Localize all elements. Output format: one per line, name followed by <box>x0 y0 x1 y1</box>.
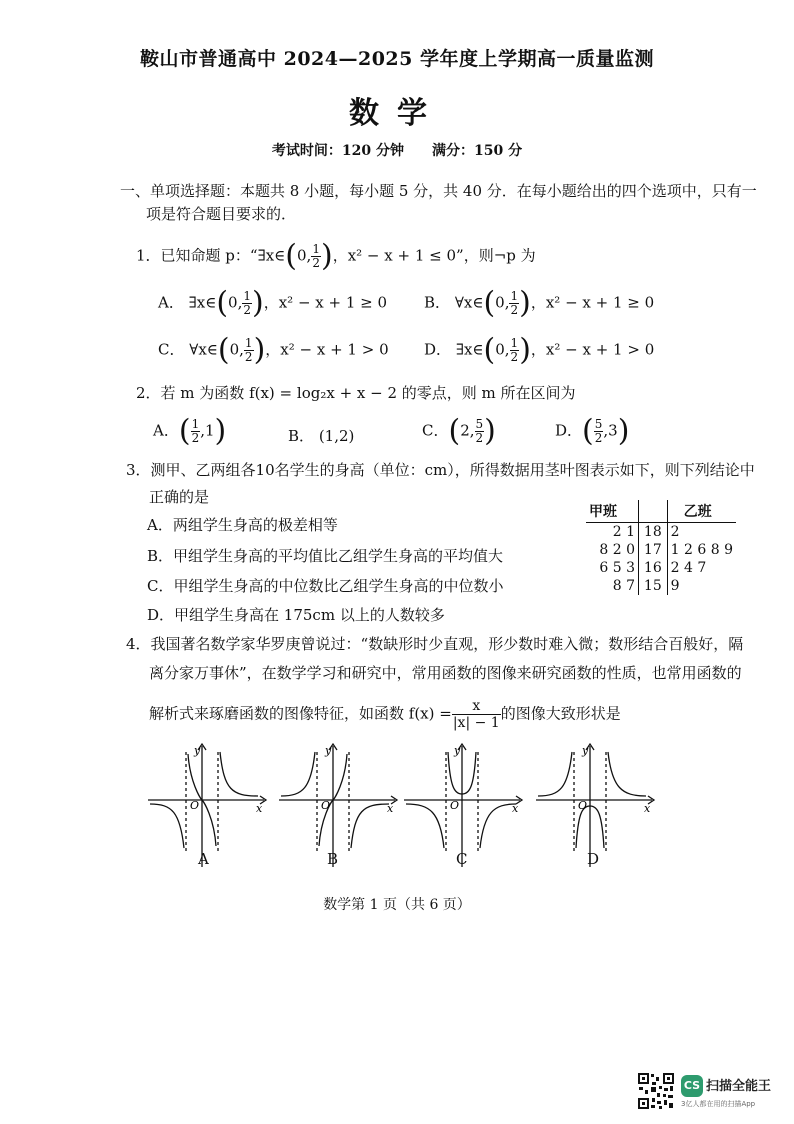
stemleaf-row: 8 7 15 9 <box>612 578 680 594</box>
q2-option-d: D．( $\frac{5}{2}$ ,3) <box>555 413 630 449</box>
q1-option-a: A． ∃x∈(0, $\frac{1}{2}$ )，x² − x + 1 ≥ 0 <box>158 285 388 321</box>
stemleaf-row: 6 5 3 16 2 4 7 <box>599 560 707 576</box>
stemleaf-right-header: 乙班 <box>667 500 736 523</box>
x-axis-label: x <box>512 802 519 815</box>
q4-line1: 4．我国著名数学家华罗庚曾说过：“数缺形时少直观，形少数时难入微；数形结合百般好，隔 <box>126 635 744 653</box>
q1-condition: ，x² − x + 1 ≤ 0”，则¬p 为 <box>332 246 536 265</box>
q3-option-c: C．甲组学生身高的中位数比乙组学生身高的中位数小 <box>147 577 504 595</box>
origin-label: O <box>578 799 588 812</box>
q1-half: $\frac{1}{2}$ <box>312 242 320 270</box>
q2-option-a: A．( $\frac{1}{2}$ ,1) <box>153 413 227 449</box>
origin-label: O <box>450 799 460 812</box>
graph-label-d: D <box>587 850 600 868</box>
q1-option-b: B． ∀x∈(0, $\frac{1}{2}$ )，x² − x + 1 ≥ 0 <box>424 285 655 321</box>
y-axis-label: y <box>582 744 589 757</box>
qr-code-icon <box>637 1072 675 1110</box>
scanner-app-name: 扫描全能王 <box>706 1079 772 1094</box>
stemleaf-row: 8 2 0 17 1 2 6 8 9 <box>599 542 733 558</box>
exam-meta: 考试时间：120 分钟 满分：150 分 <box>271 143 523 159</box>
graph-label-c: C <box>456 850 468 868</box>
q3-option-b: B．甲组学生身高的平均值比乙组学生身高的平均值大 <box>147 547 504 565</box>
y-axis-label: y <box>194 744 201 757</box>
subject-title: 数学 <box>349 96 445 131</box>
graph-label-b: B <box>327 850 339 868</box>
q1-interval-left: 0, <box>297 246 312 265</box>
q2-option-b: B． (1,2) <box>288 427 355 445</box>
graph-option-a <box>146 742 276 872</box>
x-axis-label: x <box>387 802 394 815</box>
q3-option-a: A．两组学生身高的极差相等 <box>147 516 338 534</box>
q2-option-c: C．(2, $\frac{5}{2}$ ) <box>422 413 496 449</box>
x-axis-label: x <box>256 802 263 815</box>
scanner-tagline: 3亿人都在用的扫描App <box>681 1100 756 1108</box>
stem-leaf-plot <box>586 500 736 595</box>
q3-option-d: D．甲组学生身高在 175cm 以上的人数较多 <box>147 606 445 624</box>
origin-label: O <box>321 799 331 812</box>
q3-stem-line1: 3．测甲、乙两组各10名学生的身高（单位：cm），所得数据用茎叶图表示如下，则下列结论中 <box>126 461 755 479</box>
q2-stem: 2．若 m 为函数 f(x) = log₂x + x − 2 的零点，则 m 所在区间为 <box>136 384 576 402</box>
section-intro-line2: 项是符合题目要求的． <box>146 205 297 223</box>
stemleaf-left-header: 甲班 <box>586 500 639 523</box>
q1-option-d: D． ∃x∈(0, $\frac{1}{2}$ )，x² − x + 1 > 0 <box>424 332 655 368</box>
camscanner-logo-icon: CS <box>681 1075 703 1097</box>
stemleaf-row: 2 1 18 2 <box>612 524 680 540</box>
y-axis-label: y <box>454 744 461 757</box>
exam-title: 鞍山市普通高中 2024—2025 学年度上学期高一质量监测 <box>140 48 654 70</box>
graph-option-b <box>277 742 407 872</box>
y-axis-label: y <box>325 744 332 757</box>
origin-label: O <box>190 799 200 812</box>
q3-stem-line2: 正确的是 <box>149 488 210 506</box>
q1-prefix: 1．已知命题 p：“∃x∈ <box>136 246 286 265</box>
q1-option-c: C． ∀x∈(0, $\frac{1}{2}$ )，x² − x + 1 > 0 <box>158 332 389 368</box>
page-footer: 数学第 1 页（共 6 页） <box>323 897 471 913</box>
q4-line3: 解析式来琢磨函数的图像特征，如函数 f(x) = $\frac{x}{|x| - 1}$ 的图像大致形状是 <box>149 698 621 731</box>
section-intro-line1: 一、单项选择题：本题共 8 小题，每小题 5 分，共 40 分．在每小题给出的四个选项中，只有一 <box>120 182 757 200</box>
x-axis-label: x <box>644 802 651 815</box>
q1-stem: 1．已知命题 p：“∃x∈(0, $\frac{1}{2}$ )，x² − x + 1 ≤ 0”，则¬p 为 <box>136 238 536 274</box>
graph-label-a: A <box>198 850 209 868</box>
q4-line2: 离分家万事休”，在数学学习和研究中，常用函数的图像来研究函数的性质，也常用函数的 <box>149 664 742 682</box>
